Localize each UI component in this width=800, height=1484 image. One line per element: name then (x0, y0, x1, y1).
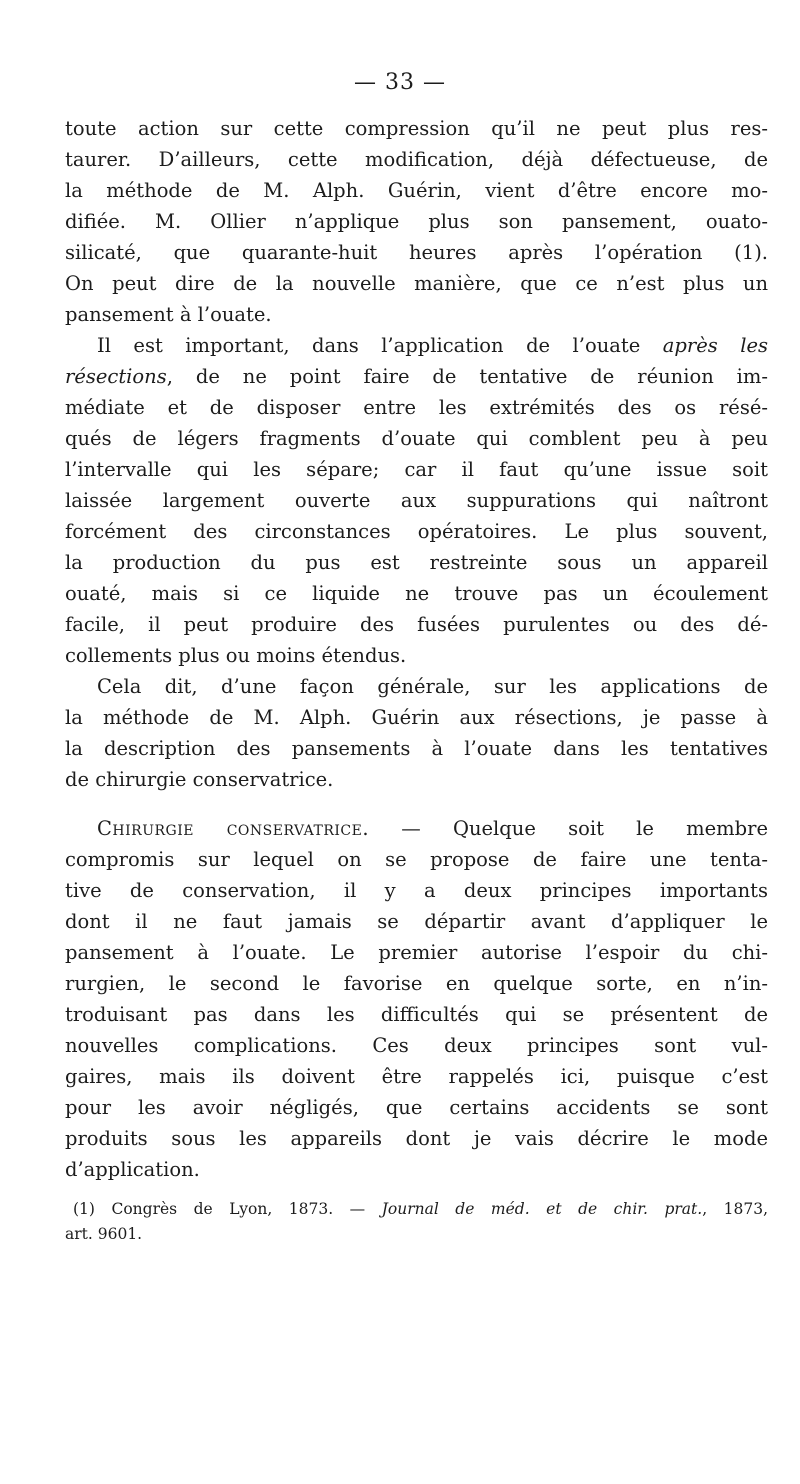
text-line: difiée. M. Ollier n’applique plus son pansement, ouato- (65, 210, 768, 233)
text-line: la production du pus est restreinte sous un appareil (65, 551, 768, 574)
text-line: produits sous les appareils dont je vais décrire le mode (65, 1127, 768, 1150)
text-line: rurgien, le second le favorise en quelque sorte, en n’in- (65, 972, 768, 995)
paragraph-continuation (65, 113, 768, 330)
text-line: facile, il peut produire des fusées purulentes ou des dé- (65, 613, 768, 636)
text-line: taurer. D’ailleurs, cette modification, déjà défectueuse, de (65, 148, 768, 171)
footnote-line (65, 1197, 768, 1222)
text-line: silicaté, que quarante-huit heures après l’opération (1). (65, 241, 768, 264)
text-line: laissée largement ouverte aux suppurations qui naîtront (65, 489, 768, 512)
text-line: ouaté, mais si ce liquide ne trouve pas un écoulement (65, 582, 768, 605)
text-line: compromis sur lequel on se propose de faire une tenta- (65, 848, 768, 871)
emphasis-text: résections (65, 365, 167, 388)
text-line: collements plus ou moins étendus. (65, 644, 407, 667)
text-line: d’application. (65, 1158, 200, 1181)
text-line (65, 813, 768, 844)
text-line (65, 330, 768, 361)
text-line: dont il ne faut jamais se départir avant d’appliquer le (65, 910, 768, 933)
body-text (65, 113, 768, 1247)
section-heading: Chirurgie conservatrice. (97, 817, 370, 840)
text-line: qués de légers fragments d’ouate qui comblent peu à peu (65, 427, 768, 450)
text-line: Cela dit, d’une façon générale, sur les applications de (97, 675, 768, 698)
section-chirurgie-conservatrice (65, 813, 768, 1185)
text-run: , 1873, (702, 1200, 769, 1218)
text-line: pansement à l’ouate. (65, 303, 272, 326)
footnote-line: art. 9601. (65, 1225, 143, 1243)
text-line: pansement à l’ouate. Le premier autorise l’espoir du chi- (65, 941, 768, 964)
text-line: l’intervalle qui les sépare; car il faut qu’une issue soit (65, 458, 768, 481)
text-line: gaires, mais ils doivent être rappelés ici, puisque c’est (65, 1065, 768, 1088)
text-line: On peut dire de la nouvelle manière, que ce n’est plus un (65, 272, 768, 295)
text-line: toute action sur cette compression qu’il ne peut plus res- (65, 117, 768, 140)
text-line: nouvelles complications. Ces deux principes sont vul- (65, 1034, 768, 1057)
text-line: troduisant pas dans les difficultés qui se présentent de (65, 1003, 768, 1026)
text-line: tive de conservation, il y a deux principes importants (65, 879, 768, 902)
footnote-gap (65, 1185, 768, 1197)
text-line: la méthode de M. Alph. Guérin aux résections, je passe à (65, 706, 768, 729)
text-line: pour les avoir négligés, que certains accidents se sont (65, 1096, 768, 1119)
text-run: , de ne point faire de tentative de réunion im- (166, 365, 768, 388)
journal-title: Journal de méd. et de chir. prat. (381, 1200, 703, 1218)
text-run: Il est important, dans l’application de l’ouate (97, 334, 663, 357)
paragraph-transition (65, 671, 768, 795)
text-line: médiate et de disposer entre les extrémités des os résé- (65, 396, 768, 419)
text-line: la description des pansements à l’ouate dans les tentatives (65, 737, 768, 760)
section-gap (65, 795, 768, 813)
emphasis-text: après les (662, 334, 768, 357)
text-line: forcément des circonstances opératoires. Le plus souvent, (65, 520, 768, 543)
paragraph-resections (65, 330, 768, 671)
text-line: de chirurgie conservatrice. (65, 768, 334, 791)
text-line (65, 361, 768, 392)
text-run: (1) Congrès de Lyon, 1873. — (73, 1200, 382, 1218)
text-line: la méthode de M. Alph. Guérin, vient d’être encore mo- (65, 179, 768, 202)
text-run: — Quelque soit le membre (369, 817, 768, 840)
page-number: — 33 — (354, 70, 446, 95)
footnote (65, 1197, 768, 1247)
